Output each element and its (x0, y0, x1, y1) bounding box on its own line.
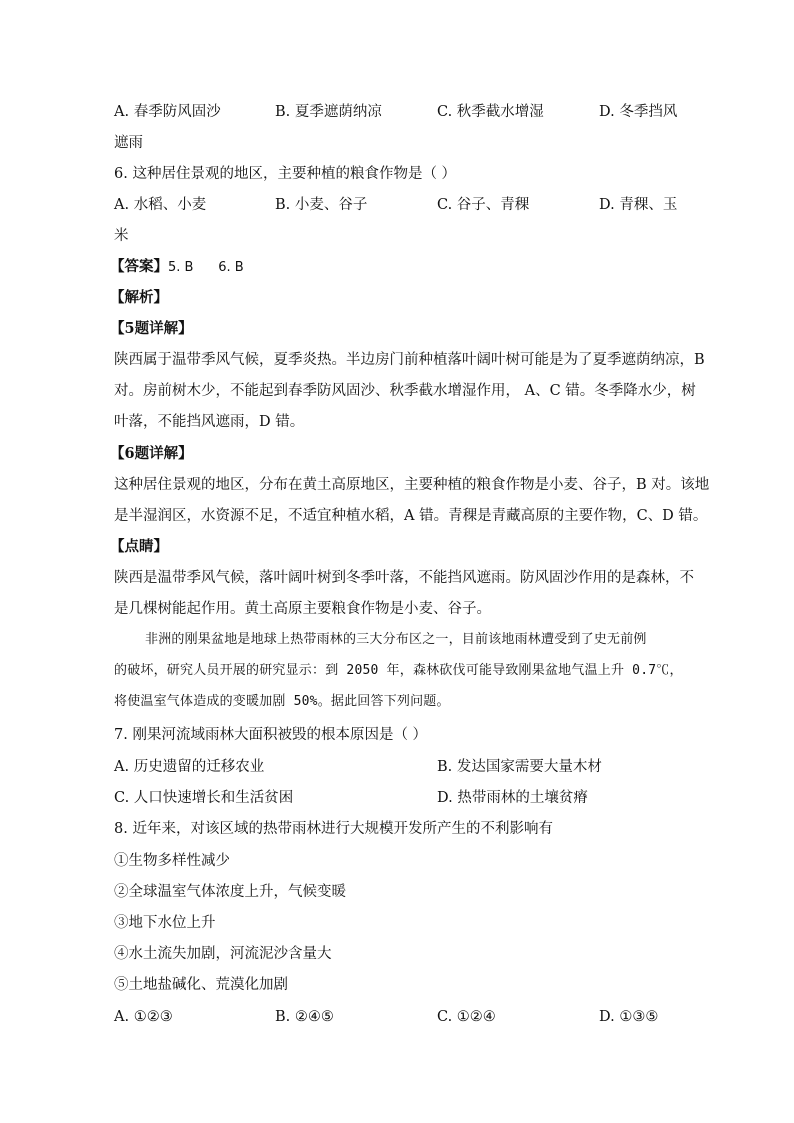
q5-option-c: C. 秋季截水增湿 (437, 104, 544, 120)
q6-option-b: B. 小麦、谷子 (275, 197, 368, 213)
q8-item: ③地下水位上升 (114, 915, 216, 931)
q6-detail-line: 这种居住景观的地区，分布在黄土高原地区，主要种植的粮食作物是小麦、谷子，B 对。该地 (114, 477, 710, 493)
q6-detail-header: 【6题详解】 (110, 445, 193, 462)
q8-item: ④水土流失加剧，河流泥沙含量大 (114, 946, 332, 962)
q8-option-c: C. ①②④ (437, 1009, 496, 1025)
q5-option-d-continued: 遮雨 (114, 135, 143, 151)
q6-detail-line: 是半湿润区，水资源不足，不适宜种植水稻，A 错。青稞是青藏高原的主要作物，C、D 错。 (114, 508, 708, 524)
passage-line: 的破坏，研究人员开展的研究显示：到 2050 年，森林砍伐可能导致刚果盆地气温上升 0.7℃， (114, 663, 683, 678)
q7-option-c: C. 人口快速增长和生活贫困 (114, 790, 294, 806)
passage-line: 非洲的刚果盆地是地球上热带雨林的三大分布区之一，目前该地雨林遭受到了史无前例 (145, 632, 647, 647)
answer-tag: 【答案】 (110, 258, 168, 275)
q6-option-d-continued: 米 (114, 228, 129, 244)
q5-option-a: A. 春季防风固沙 (114, 104, 221, 120)
q5-detail-header: 【5题详解】 (110, 320, 193, 337)
q6-stem: 6. 这种居住景观的地区，主要种植的粮食作物是（ ） (114, 166, 457, 182)
q6-option-c: C. 谷子、青稞 (437, 197, 530, 213)
q8-option-a: A. ①②③ (114, 1009, 173, 1025)
q8-option-b: B. ②④⑤ (275, 1009, 334, 1025)
q8-option-d: D. ①③⑤ (599, 1009, 659, 1025)
q8-item: ②全球温室气体浓度上升，气候变暖 (114, 884, 346, 900)
q7-option-d: D. 热带雨林的土壤贫瘠 (437, 790, 588, 806)
q6-option-a: A. 水稻、小麦 (114, 197, 207, 213)
q8-stem: 8. 近年来，对该区域的热带雨林进行大规模开发所产生的不利影响有 (114, 821, 553, 837)
analysis-tag: 【解析】 (110, 289, 168, 306)
q5-detail-line: 叶落，不能挡风遮雨，D 错。 (114, 414, 305, 430)
tip-line: 陕西是温带季风气候，落叶阔叶树到冬季叶落，不能挡风遮雨。防风固沙作用的是森林，不 (114, 570, 694, 586)
tip-header: 【点睛】 (110, 538, 168, 555)
answer-text: 5. B 6. B (168, 260, 244, 275)
q5-detail-line: 对。房前树木少，不能起到春季防风固沙、秋季截水增湿作用， A、C 错。冬季降水少，树 (114, 383, 696, 399)
q8-item: ⑤土地盐碱化、荒漠化加剧 (114, 977, 288, 993)
q5-option-b: B. 夏季遮荫纳凉 (275, 104, 382, 120)
q5-option-d: D. 冬季挡风 (599, 104, 678, 120)
q8-item: ①生物多样性减少 (114, 853, 230, 869)
q7-option-a: A. 历史遗留的迁移农业 (114, 759, 265, 775)
q7-stem: 7. 刚果河流域雨林大面积被毁的根本原因是（ ） (114, 727, 428, 743)
q6-option-d: D. 青稞、玉 (599, 197, 678, 213)
q5-detail-line: 陕西属于温带季风气候，夏季炎热。半边房门前种植落叶阔叶树可能是为了夏季遮荫纳凉，B (114, 352, 705, 368)
passage-line: 将使温室气体造成的变暖加剧 50%。据此回答下列问题。 (114, 694, 450, 709)
q7-option-b: B. 发达国家需要大量木材 (437, 759, 602, 775)
answer-line (110, 257, 244, 278)
tip-line: 是几棵树能起作用。黄土高原主要粮食作物是小麦、谷子。 (114, 601, 491, 617)
